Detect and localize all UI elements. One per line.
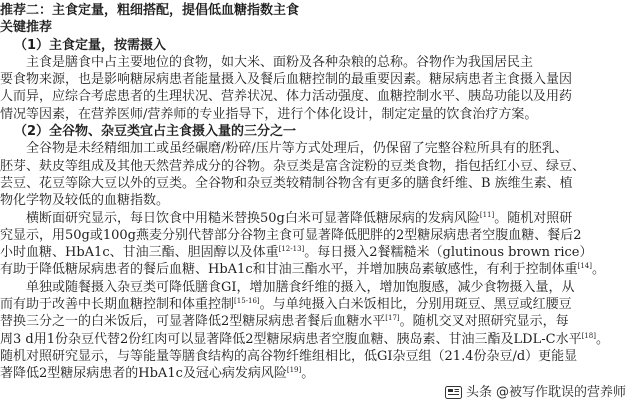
citation-ref: [11]: [479, 210, 495, 219]
section1-line: 人而异，应综合考虑患者的生理状况、营养状况、体力活动强度、血糖控制水平、胰岛功能以及用药: [0, 89, 573, 105]
section1-title: （1）主食定量，按需摄入: [14, 37, 167, 53]
citation-ref: [12-13]: [278, 245, 305, 254]
section2-p3-line: 而有助于改善中长期血糖控制和体重控制[15-16]。与单纯摄入白米饭相比，分别用斑豆、黑豆或红腰豆: [0, 297, 572, 313]
section2-p3-line: 替换三分之一的白米饭后，可显著降低2型糖尿病患者餐后血糖水平[17]。随机交叉对照研究显示，每: [0, 314, 569, 330]
watermark-source: 头条: [465, 385, 492, 400]
section2-p1-line: 芸豆、花豆等除大豆以外的豆类。全谷物和杂豆类较精制谷物含有更多的膳食纤维、B 族维生素、植: [0, 175, 573, 191]
key-recommendation-label: 关键推荐: [0, 20, 53, 36]
section2-title: （2）全谷物、杂豆类宜占主食摄入量的三分之一: [14, 124, 297, 140]
section2-p1-line: 全谷物是未经精细加工或虽经碾磨/粉碎/压片等方式处理后，仍保留了完整谷粒所具有的胚乳、: [26, 141, 568, 157]
section2-p1-line: 物化学物及较低的血糖指数。: [0, 193, 170, 209]
citation-ref: [15-16]: [234, 297, 260, 306]
section2-p2-line: 有助于降低糖尿病患者的餐后血糖、HbA1c和甘油三酯水平，并增加胰岛素敏感性，有利于控制体重[14]。: [0, 262, 605, 278]
section1-line: 情况等因素，在营养医师/营养师的专业指导下，进行个体化设计，制定定量的饮食治疗方案。: [0, 106, 538, 122]
citation-ref: [18]: [581, 331, 596, 340]
section2-p2-line: 小时血糖、HbA1c、甘油三酯、胆固醇以及体重[12-13]。每日摄入2餐糯糙米（glutinous brown rice）: [0, 245, 593, 261]
citation-ref: [19]: [286, 366, 302, 375]
section2-p3-line: 随机对照研究显示，与等能量等膳食结构的高谷物纤维组相比，低GI杂豆组（21.4份杂豆/d）更能显: [0, 348, 578, 364]
section2-p3-line: 著降低2型糖尿病患者的HbA1c及冠心病发病风险[19]。: [0, 366, 315, 382]
section-heading: 推荐二：主食定量，粗细搭配，提倡低血糖指数主食: [0, 3, 300, 18]
section2-p3-line: 周3 d用1份杂豆代替2份红肉可以显著降低2型糖尿病患者空腹血糖、胰岛素、甘油三酯及LDL-C水平[18]。: [0, 331, 609, 347]
citation-ref: [17]: [385, 314, 400, 323]
section1-line: 主食是膳食中占主要地位的食物，如大米、面粉及各种杂粮的总称。谷物作为我国居民主: [26, 54, 534, 70]
section2-p2-line: 究显示，用50g或100g燕麦分别代替部分谷物主食可显著降低肥胖的2型糖尿病患者空腹血糖、餐后2: [0, 227, 582, 243]
toutiao-logo-icon: [445, 384, 462, 397]
citation-ref: [14]: [577, 262, 592, 271]
section2-p3-line: 单独或随餐摄入杂豆类可降低膳食GI，增加膳食纤维的摄入，增加饱腹感，减少食物摄入量，从: [26, 279, 575, 295]
section2-p1-line: 胚芽、麸皮等组成及其他天然营养成分的谷物。杂豆类是富含淀粉的豆类食物，指包括红小豆、绿豆、: [0, 158, 586, 174]
section1-line: 要食物来源，也是影响糖尿病患者能量摄入及餐后血糖控制的最重要因素。糖尿病患者主食摄入量因: [0, 72, 573, 88]
section2-p2-line: 横断面研究显示，每日饮食中用糙米替换50g白米可显著降低糖尿病的发病风险[11]。随机对照研: [26, 210, 573, 226]
watermark-handle: @被写作耽误的营养师: [495, 385, 626, 400]
watermark: [443, 381, 628, 400]
